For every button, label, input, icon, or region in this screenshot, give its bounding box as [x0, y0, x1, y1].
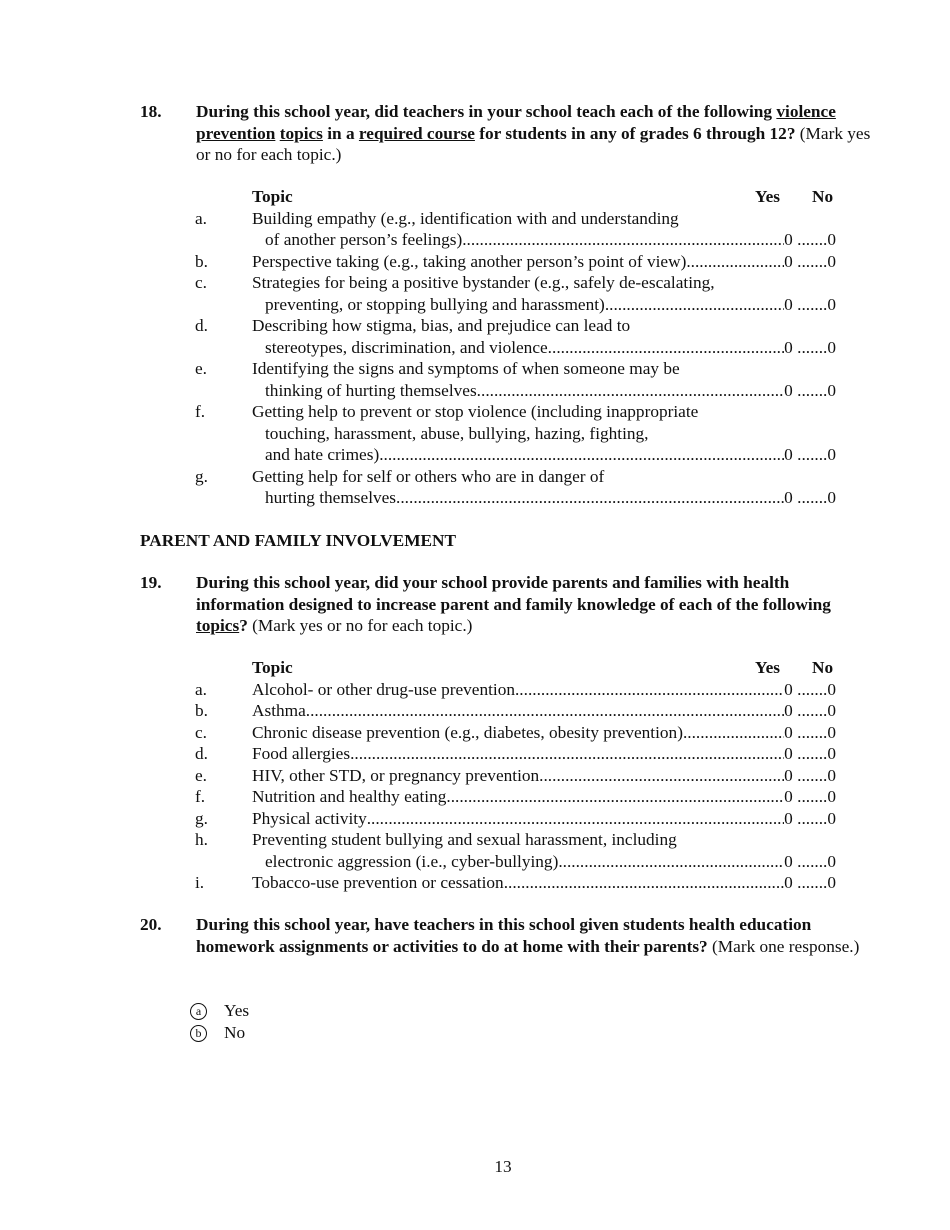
leader-dots [504, 872, 784, 894]
option-label: Yes [224, 1001, 250, 1021]
leader-dots [396, 487, 784, 509]
topic-text: of another person’s feelings) [265, 230, 463, 249]
topic-row[interactable] [195, 315, 835, 358]
leader-dots [515, 679, 784, 701]
topic-letter: b. [195, 251, 208, 271]
yes-no-response[interactable]: 0 .......0 [784, 230, 836, 249]
header-no: No [812, 658, 834, 677]
topic-row[interactable] [195, 808, 835, 830]
question-text: During this school year, have teachers in this school given students health education homework assignments or activities to do at home with their parents? (Mark one response.) [196, 915, 860, 956]
topic-row[interactable] [195, 765, 835, 787]
question-19 [140, 572, 875, 637]
leader-dots [306, 700, 784, 722]
question-number: 20. [140, 915, 162, 934]
leader-dots [462, 229, 784, 251]
topic-letter: a. [195, 208, 207, 228]
topic-letter: a. [195, 679, 207, 699]
yes-no-response[interactable]: 0 .......0 [784, 722, 836, 742]
topic-letter: d. [195, 316, 208, 335]
topic-text: HIV, other STD, or pregnancy prevention [252, 765, 540, 785]
topic-row[interactable] [195, 208, 835, 251]
topic-letter: d. [195, 744, 208, 763]
topic-text: Preventing student bullying and sexual harassment, including [252, 830, 677, 849]
yes-no-response[interactable]: 0 .......0 [784, 787, 836, 806]
topic-row[interactable] [195, 466, 835, 509]
topic-row[interactable] [195, 679, 835, 701]
topic-text: Building empathy (e.g., identification with and understanding [252, 208, 679, 228]
question-text: During this school year, did teachers in your school teach each of the following violence prevention topics in a required course for students in any of grades 6 through 12? (Mark yes or no for each topic.) [196, 102, 871, 164]
yes-no-response[interactable]: 0 .......0 [784, 744, 836, 763]
topic-row[interactable] [195, 743, 835, 765]
header-yes: Yes [755, 187, 780, 206]
topic-letter: g. [195, 808, 208, 828]
topic-text: preventing, or stopping bullying and harassment) [265, 294, 605, 314]
leader-dots [686, 251, 784, 273]
header-topic: Topic [252, 187, 293, 206]
question-instruction: (Mark yes or no for each topic.) [247, 616, 473, 635]
leader-dots [683, 722, 784, 744]
topic-row[interactable] [195, 786, 835, 808]
section-title: PARENT AND FAMILY INVOLVEMENT [140, 531, 457, 550]
topic-letter: b. [195, 701, 208, 720]
topic-row[interactable] [195, 700, 835, 722]
question-instruction: (Mark yes or no for each topic.) [196, 123, 871, 164]
yes-no-response[interactable]: 0 .......0 [784, 701, 836, 720]
topic-row[interactable] [195, 829, 835, 872]
topic-text: Physical activity [252, 808, 367, 828]
topic-letter: f. [195, 787, 206, 806]
topic-text: Getting help to prevent or stop violence (including inappropriate [252, 402, 699, 421]
topic-letter: e. [195, 765, 207, 785]
topic-row[interactable] [195, 272, 835, 315]
topic-text: touching, harassment, abuse, bullying, hazing, fighting, [265, 423, 649, 443]
question-number: 18. [140, 102, 162, 121]
topic-letter: i. [195, 873, 205, 892]
header-yes: Yes [755, 658, 780, 677]
topic-text: Asthma [252, 701, 306, 720]
response-option-yes[interactable] [190, 1000, 249, 1022]
table-header [195, 186, 835, 208]
topic-row[interactable] [195, 722, 835, 744]
topic-letter: f. [195, 402, 206, 421]
topic-text: and hate crimes) [265, 445, 380, 464]
table-header [195, 657, 835, 679]
topic-text: hurting themselves [265, 488, 397, 507]
topic-text: Describing how stigma, bias, and prejudice can lead to [252, 316, 631, 335]
yes-no-response[interactable]: 0 .......0 [784, 251, 836, 271]
topic-text: Strategies for being a positive bystander (e.g., safely de-escalating, [252, 273, 715, 292]
topic-letter: g. [195, 466, 208, 486]
topic-letter: c. [195, 722, 207, 742]
topic-letter: c. [195, 273, 207, 292]
yes-no-response[interactable]: 0 .......0 [784, 679, 836, 699]
topic-text: Alcohol- or other drug-use prevention [252, 679, 515, 699]
yes-no-response[interactable]: 0 .......0 [784, 808, 836, 828]
yes-no-response[interactable]: 0 .......0 [784, 873, 836, 892]
question-text: During this school year, did your school provide parents and families with health information designed to increase parent and family knowledge of each of the following topics? (Mark yes or no for each topic.) [196, 573, 831, 635]
topic-text: thinking of hurting themselves [265, 380, 477, 400]
yes-no-response[interactable]: 0 .......0 [784, 445, 836, 464]
topic-text: Chronic disease prevention (e.g., diabetes, obesity prevention) [252, 722, 683, 742]
q18-topic-table [195, 186, 835, 509]
leader-dots [558, 851, 784, 873]
topic-text: Getting help for self or others who are in danger of [252, 466, 605, 486]
leader-dots [477, 380, 784, 402]
topic-letter: e. [195, 359, 207, 378]
option-label: No [224, 1023, 246, 1043]
topic-row[interactable] [195, 358, 835, 401]
yes-no-response[interactable]: 0 .......0 [784, 294, 836, 314]
leader-dots [367, 808, 784, 830]
topic-text: Food allergies [252, 744, 351, 763]
topic-text: Nutrition and healthy eating [252, 787, 447, 806]
leader-dots [350, 743, 784, 765]
topic-row[interactable] [195, 872, 835, 894]
question-18 [140, 101, 875, 166]
topic-row[interactable] [195, 251, 835, 273]
q19-topic-table [195, 657, 835, 894]
page-number: 13 [494, 1157, 512, 1176]
yes-no-response[interactable]: 0 .......0 [784, 380, 836, 400]
leader-dots [446, 786, 784, 808]
topic-letter: h. [195, 830, 208, 849]
topic-text: Tobacco-use prevention or cessation [252, 873, 504, 892]
leader-dots [548, 337, 784, 359]
question-20 [140, 914, 875, 957]
response-option-no[interactable] [190, 1022, 249, 1044]
question-number: 19. [140, 573, 162, 592]
yes-no-response[interactable]: 0 .......0 [784, 488, 836, 507]
leader-dots [539, 765, 784, 787]
option-b-circle-icon[interactable]: b [190, 1025, 207, 1042]
leader-dots [379, 444, 784, 466]
topic-row[interactable] [195, 401, 835, 466]
topic-text: electronic aggression (i.e., cyber-bullying) [265, 851, 559, 871]
question-instruction: (Mark one response.) [707, 936, 860, 956]
topic-text: Perspective taking (e.g., taking another person’s point of view) [252, 251, 687, 271]
q20-response-options [190, 1000, 249, 1044]
topic-text: stereotypes, discrimination, and violence [265, 337, 548, 357]
yes-no-response[interactable]: 0 .......0 [784, 765, 836, 785]
header-no: No [812, 187, 834, 206]
header-topic: Topic [252, 658, 293, 677]
topic-text: Identifying the signs and symptoms of when someone may be [252, 359, 680, 378]
yes-no-response[interactable]: 0 .......0 [784, 337, 836, 357]
option-a-circle-icon[interactable]: a [190, 1003, 207, 1020]
leader-dots [605, 294, 784, 316]
yes-no-response[interactable]: 0 .......0 [784, 851, 836, 871]
